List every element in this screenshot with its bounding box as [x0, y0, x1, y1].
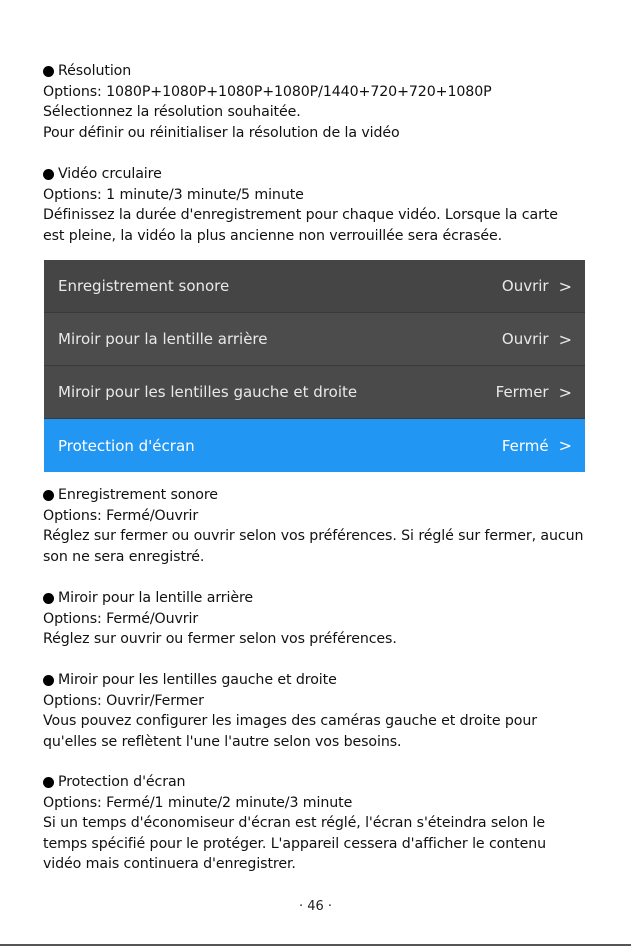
menu-item-screen-protection[interactable]: [44, 419, 585, 472]
section-title: Miroir pour la lentille arrière: [58, 590, 254, 606]
bullet-icon: [43, 66, 54, 77]
bullet-icon: [43, 675, 54, 686]
section-line: Options: 1 minute/3 minute/5 minute: [43, 186, 304, 203]
chevron-right-icon: >: [558, 329, 572, 349]
section-line: Options: Fermé/1 minute/2 minute/3 minute: [43, 794, 353, 811]
menu-item-label: Protection d'écran: [58, 436, 195, 455]
section-line: Options: Fermé/Ouvrir: [43, 610, 199, 627]
section-line: Sélectionnez la résolution souhaitée.: [43, 104, 301, 120]
chevron-right-icon: >: [558, 276, 572, 296]
section-loop-video: [43, 164, 603, 246]
section-line: Réglez sur ouvrir ou fermer selon vos préférences.: [43, 631, 397, 647]
section-screen-protection: [43, 772, 603, 875]
chevron-right-icon: >: [558, 382, 572, 402]
section-line: Options: Fermé/Ouvrir: [43, 507, 199, 524]
section-line: Vous pouvez configurer les images des caméras gauche et droite pour: [43, 713, 537, 729]
section-lr-mirror: [43, 670, 603, 752]
section-title: Résolution: [58, 63, 132, 79]
section-sound-recording: [43, 485, 603, 567]
section-line: Options: Ouvrir/Fermer: [43, 692, 204, 709]
section-line: vidéo mais continuera d'enregistrer.: [43, 856, 296, 872]
bullet-icon: [43, 593, 54, 604]
chevron-right-icon: >: [558, 436, 572, 455]
bullet-icon: [43, 169, 54, 180]
menu-item-label: Miroir pour les lentilles gauche et droite: [58, 383, 358, 401]
menu-item-sound-recording[interactable]: [44, 260, 585, 313]
section-title: Protection d'écran: [58, 774, 186, 790]
section-line: Options: 1080P+1080P+1080P+1080P/1440+720+720+1080P: [43, 83, 492, 100]
menu-item-lr-mirror[interactable]: [44, 366, 585, 419]
menu-item-rear-mirror[interactable]: [44, 313, 585, 366]
section-rear-mirror: [43, 588, 603, 650]
section-line: est pleine, la vidéo la plus ancienne non verrouillée sera écrasée.: [43, 227, 503, 244]
menu-item-value: Ouvrir: [501, 330, 549, 348]
section-line: Pour définir ou réinitialiser la résolution de la vidéo: [43, 124, 400, 141]
settings-menu-screenshot: [44, 260, 585, 472]
section-line: Réglez sur fermer ou ouvrir selon vos préférences. Si réglé sur fermer, aucun: [43, 528, 584, 544]
section-line: Si un temps d'économiseur d'écran est réglé, l'écran s'éteindra selon le: [43, 815, 545, 831]
section-line: Définissez la durée d'enregistrement pour chaque vidéo. Lorsque la carte: [43, 207, 558, 223]
menu-item-value: Fermé: [501, 436, 549, 455]
section-title: Enregistrement sonore: [58, 487, 218, 503]
menu-item-label: Enregistrement sonore: [58, 277, 230, 295]
section-line: son ne sera enregistré.: [43, 548, 205, 565]
section-line: qu'elles se reflètent l'une l'autre selon vos besoins.: [43, 733, 402, 750]
page-number: · 46 ·: [298, 899, 333, 914]
section-resolution: [43, 61, 603, 143]
bullet-icon: [43, 777, 54, 788]
section-line: temps spécifié pour le protéger. L'appareil cessera d'afficher le contenu: [43, 835, 546, 852]
menu-item-label: Miroir pour la lentille arrière: [58, 330, 268, 348]
menu-item-value: Ouvrir: [501, 277, 549, 295]
bullet-icon: [43, 490, 54, 501]
menu-item-value: Fermer: [495, 383, 549, 401]
section-title: Miroir pour les lentilles gauche et droite: [58, 672, 337, 688]
section-title: Vidéo crculaire: [58, 166, 162, 182]
